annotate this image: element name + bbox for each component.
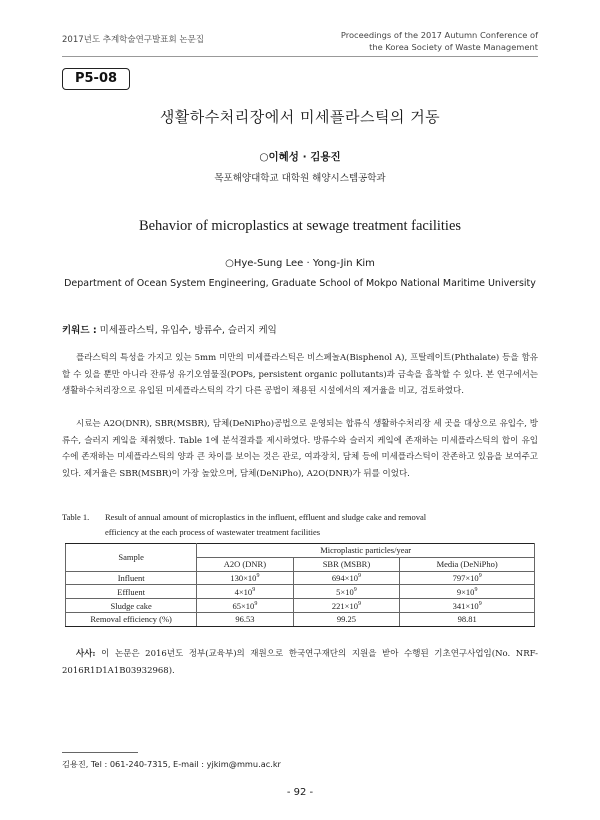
table-cell: 99.25 [293, 612, 400, 626]
table-row-label: Sludge cake [66, 599, 197, 613]
acknowledgement-text: 이 논문은 2016년도 정부(교육부)의 재원으로 한국연구재단의 지원을 받아 수행된 기초연구사업임(No. NRF-2016R1D1A1B03932968). [62, 649, 538, 676]
table-row [66, 571, 535, 585]
affiliation-ko: 목포해양대학교 대학원 해양시스템공학과 [214, 173, 386, 184]
header-divider [62, 56, 538, 57]
table-cell: 96.53 [197, 612, 293, 626]
table-row-label: Effluent [66, 585, 197, 599]
acknowledgement-label: 사사: [76, 649, 96, 659]
table-cell: $221\times 10^9$ [293, 599, 400, 613]
paper-code-badge: P5-08 [62, 68, 130, 90]
table-cell: $130\times 10^9$ [197, 571, 293, 585]
header-conference-en [341, 29, 538, 53]
results-table [65, 543, 535, 627]
table-cell: 98.81 [400, 612, 535, 626]
table-cell: $797\times 10^9$ [400, 571, 535, 585]
paper-title-en: Behavior of microplastics at sewage treatment facilities [138, 218, 462, 234]
body-paragraph-2: 시료는 A2O(DNR), SBR(MSBR), 담체(DeNiPho)공법으로 운영되는 합류식 생활하수처리장 세 곳을 대상으로 유입수, 방류수, 슬러지 케잌을 채취했다. Table 1에 분석결과를 제시하였다. 방류수와 슬러지 케잌에 존재하는 미세플라스틱의 합이 유입수에 존재하는 미세플라스틱의 양과 큰 차이를 보이는 것은 관로, 여과장치, 담체 등에 미세플라스틱이 잔존하고 있음을 보여주고 있다. 제거율은 SBR(MSBR)이 가장 높았으며, 담체(DeNiPho), A2O(DNR)가 뒤를 이었다. [62, 419, 538, 479]
table-row [66, 612, 535, 626]
authors-ko: ○이혜성 · 김용진 [259, 151, 341, 163]
acknowledgement [62, 646, 538, 680]
table-cell: $65\times 10^9$ [197, 599, 293, 613]
table-header-sample: Sample [66, 544, 197, 572]
footnote-divider [62, 752, 138, 753]
table-caption-line1: Result of annual amount of microplastics in the influent, effluent and sludge cake and removal [105, 512, 427, 522]
page-number: - 92 - [286, 787, 314, 798]
affiliation-en: Department of Ocean System Engineering, Graduate School of Mokpo National Maritime University [64, 278, 536, 289]
table-caption-line2: efficiency at the each process of wastewater treatment facilities [105, 527, 321, 537]
authors-en: ○Hye-Sung Lee · Yong-Jin Kim [225, 258, 375, 269]
header-right-line1: Proceedings of the 2017 Autumn Conference of [340, 30, 538, 40]
table-col-header: A2O (DNR) [197, 557, 293, 571]
table-cell: $9\times 10^9$ [400, 585, 535, 599]
table-cell: $4\times 10^9$ [197, 585, 293, 599]
header-conference-ko: 2017년도 추계학술연구발표회 논문집 [62, 35, 204, 45]
table-header-group: Microplastic particles/year [197, 544, 535, 558]
keywords-label: 키워드 : [62, 325, 97, 336]
table-col-header: Media (DeNiPho) [400, 557, 535, 571]
footnote-contact: 김용진, Tel : 061-240-7315, E-mail : yjkim@mmu.ac.kr [62, 759, 281, 769]
table-row-label: Removal efficiency (%) [66, 612, 197, 626]
table-caption-label: Table 1. [62, 512, 90, 522]
body-paragraph-1: 플라스틱의 특성을 가지고 있는 5mm 미만의 미세플라스틱은 비스페놀A(Bisphenol A), 프탈레이트(Phthalate) 등을 함유할 수 있을 뿐만 아니라 잔류성 유기오염물질(POPs, persistent organic pollutants)과 금속을 흡착할 수 있다. 본 연구에서는 생활하수처리장으로 유입된 미세플라스틱의 각기 다른 공법이 채용된 시설에서의 제거율을 비교, 검토하였다. [62, 353, 538, 396]
keywords-text: 미세플라스틱, 유입수, 방류수, 슬러지 케잌 [99, 325, 277, 336]
table-cell: $341\times 10^9$ [400, 599, 535, 613]
table-row [66, 585, 535, 599]
table-caption [62, 510, 538, 540]
table-col-header: SBR (MSBR) [293, 557, 400, 571]
table-row-label: Influent [66, 571, 197, 585]
table-cell: $5\times 10^9$ [293, 585, 400, 599]
table-row [66, 599, 535, 613]
paper-title-ko: 생활하수처리장에서 미세플라스틱의 거동 [159, 108, 441, 126]
table-cell: $694\times 10^9$ [293, 571, 400, 585]
header-right-line2: the Korea Society of Waste Management [369, 42, 538, 52]
keywords [62, 322, 277, 336]
